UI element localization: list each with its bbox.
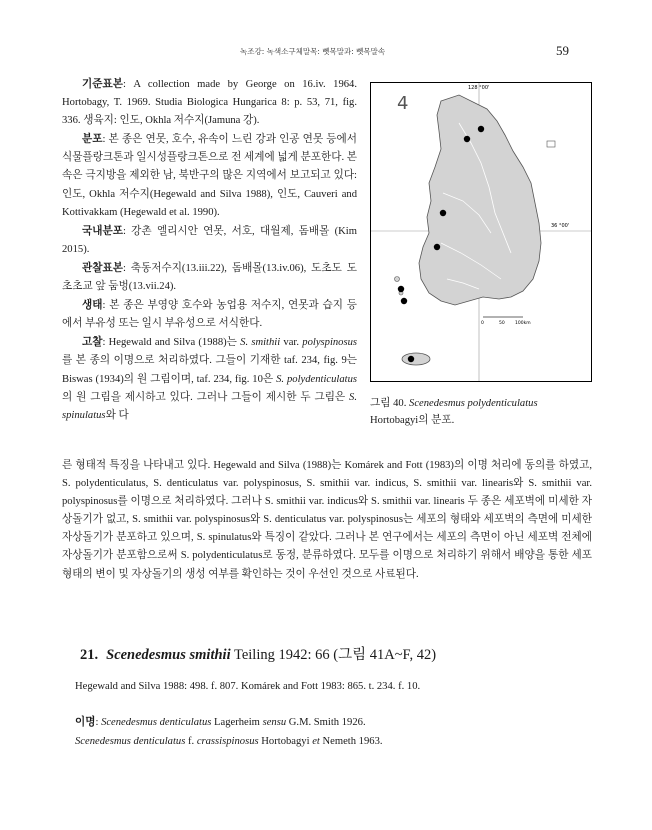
discussion-label: 고찰 [82, 337, 103, 349]
section-species: Scenedesmus smithii [106, 647, 231, 663]
domestic-text: : 강촌 엘리시안 연못, 서호, 대월제, 돔배몰 (Kim 2015). [62, 225, 357, 255]
species-name: S. spinulatus [62, 391, 357, 421]
scale-label: 50 [499, 321, 505, 326]
distribution-point [478, 126, 484, 132]
synonym-form: crassispinosus [196, 736, 259, 747]
section-number: 21. [80, 647, 99, 663]
island-shape [395, 277, 400, 282]
synonym-text: f. [185, 736, 197, 747]
variety-name: polyspinosus [302, 337, 358, 349]
discussion-paragraph [62, 334, 357, 424]
distribution-paragraph [62, 131, 357, 221]
species-name: S. polydenticulatus [276, 373, 357, 385]
discussion-text-a: : Hegewald and Silva (1988)는 [102, 337, 241, 349]
caption-prefix: 그림 40. [370, 398, 407, 409]
observed-label: 관찰표본 [82, 262, 123, 274]
observed-paragraph [62, 260, 357, 296]
synonyms-label: 이명 [75, 717, 96, 728]
synonym-text: G.M. Smith 1926. [286, 717, 366, 728]
distribution-point [464, 136, 470, 142]
domestic-paragraph [62, 223, 357, 259]
species-name: S. smithii [240, 337, 281, 349]
map-number: 4 [397, 93, 409, 114]
synonym-text: Hortobagyi [258, 736, 313, 747]
synonym-text: Lagerheim [211, 717, 263, 728]
specimen-paragraph [62, 76, 357, 130]
section-heading [80, 643, 436, 664]
distribution-label: 분포 [82, 134, 103, 146]
figure-caption [370, 395, 595, 429]
discussion-text-c: 를 본 종의 이명으로 처리하였다. 그들이 기재한 taf. 234, fig. 9는 Biswas (1934)의 원 그림이며, taf. 234, fig. 10은 [62, 355, 357, 385]
distribution-point [398, 286, 404, 292]
discussion-text-e: 와 다 [105, 409, 129, 421]
synonym-et: et [312, 736, 320, 747]
ecology-text: : 본 종은 부영양 호수와 농업용 저수지, 연못과 습지 등에서 부유성 또는 일시 부유성으로 서식한다. [62, 300, 357, 330]
scale-label: 100km [515, 321, 531, 326]
distribution-map [370, 82, 592, 382]
ecology-label: 생태 [82, 300, 103, 312]
synonyms-block [75, 713, 383, 751]
distribution-point [408, 356, 414, 362]
specimen-label: 기준표본 [82, 79, 123, 90]
island-inset [547, 141, 555, 147]
scale-label: 0 [481, 321, 484, 326]
synonym-species: Scenedesmus denticulatus [75, 736, 186, 747]
section-authority: Teiling 1942: 66 (그림 41A~F, 42) [233, 647, 437, 663]
running-head: 녹조강: 녹색소구체말목: 뻿목말과: 뻿목말속 [240, 47, 386, 56]
synonym-sensu: sensu [262, 717, 287, 728]
ecology-paragraph [62, 297, 357, 333]
discussion-text-d: 의 원 그림을 제시하고 있다. 그러나 그들이 제시한 두 그림은 [62, 391, 350, 403]
distribution-point [434, 244, 440, 250]
discussion-continuation: 른 형태적 특징을 나타내고 있다. Hegewald and Silva (1988)는 Komárek and Fott (1983)의 이명 처리에 동의를 하였고, S. polydenticulatus, S. denticulatus var. polyspinosus, S. smithii var. indicus, S. smithii var. linearis와 S. smithii var. polyspinosus를 이명으로 처리하였다. 그러나 S. smithii var. indicus와 S. smithii var. linearis 두 종은 세포벽에 미세한 자상돌기가 없고, S. smithii var. polyspinosus와 S. denticulatus var. polyspinosus는 세포의 형태와 세포벽의 측면에 미세한 자상돌기가 분포하고 있으며, S. spinulatus와 특징이 같았다. 그러나 본 연구에서는 세포의 측면이 아닌 세포벽 전체에 자상돌기가 분포함으로써 S. polydenticulatus로 동정, 분류하였다. 모두를 이명으로 처리하기 위해서 배양을 통한 세포 형태의 변이 및 자상돌기의 생성 여부를 확인하는 것이 우선인 것으로 사료된다. [62, 460, 592, 580]
references-line: Hegewald and Silva 1988: 498. f. 807. Komárek and Fott 1983: 865. t. 234. f. 10. [75, 681, 421, 692]
specimen-text: : A collection made by George on 16.iv. 1964. Hortobagy, T. 1969. Studia Biologica Hungarica 8: p. 53, 71, fig. 336. 생육지: 인도, Okhla 저수지(Jamuna 강). [62, 79, 357, 127]
jeju-island-shape [402, 353, 430, 365]
synonym-species: Scenedesmus denticulatus [101, 717, 212, 728]
caption-suffix: Hortobagyi의 분포. [370, 415, 455, 426]
observed-text: : 축동저수지(13.iii.22), 돔배몰(13.iv.06), 도초도 도초초교 앞 둠벙(13.vii.24). [62, 262, 357, 293]
latitude-label: 36 °00' [551, 223, 570, 229]
distribution-point [440, 210, 446, 216]
distribution-point [401, 298, 407, 304]
synonym-line [75, 732, 383, 751]
synonym-line: 이명: Scenedesmus denticulatus Lagerheim sensu G.M. Smith 1926. [75, 717, 366, 728]
page-number: 59 [556, 43, 569, 58]
korea-map-svg [371, 83, 591, 381]
longitude-label: 128 °00' [468, 85, 490, 91]
synonym-text: Nemeth 1963. [319, 736, 383, 747]
body-text-column [62, 76, 357, 426]
discussion-text-b: var. [280, 337, 303, 349]
caption-species: Scenedesmus polydenticulatus [409, 398, 538, 409]
distribution-text: : 본 종은 연못, 호수, 유속이 느린 강과 인공 연못 등에서 식물플랑크톤과 일시성플랑크톤으로 전 세계에 넓게 분포한다. 본 속은 극지방을 제외한 남, 북반구의 많은 지역에서 보고되고 있다: 인도, Okhla 저수지(Hegewald and Silva 1988), 인도, Cauveri and Kottivakkam (Hegewald et al. 1990). [62, 134, 357, 218]
domestic-label: 국내분포 [82, 225, 123, 237]
